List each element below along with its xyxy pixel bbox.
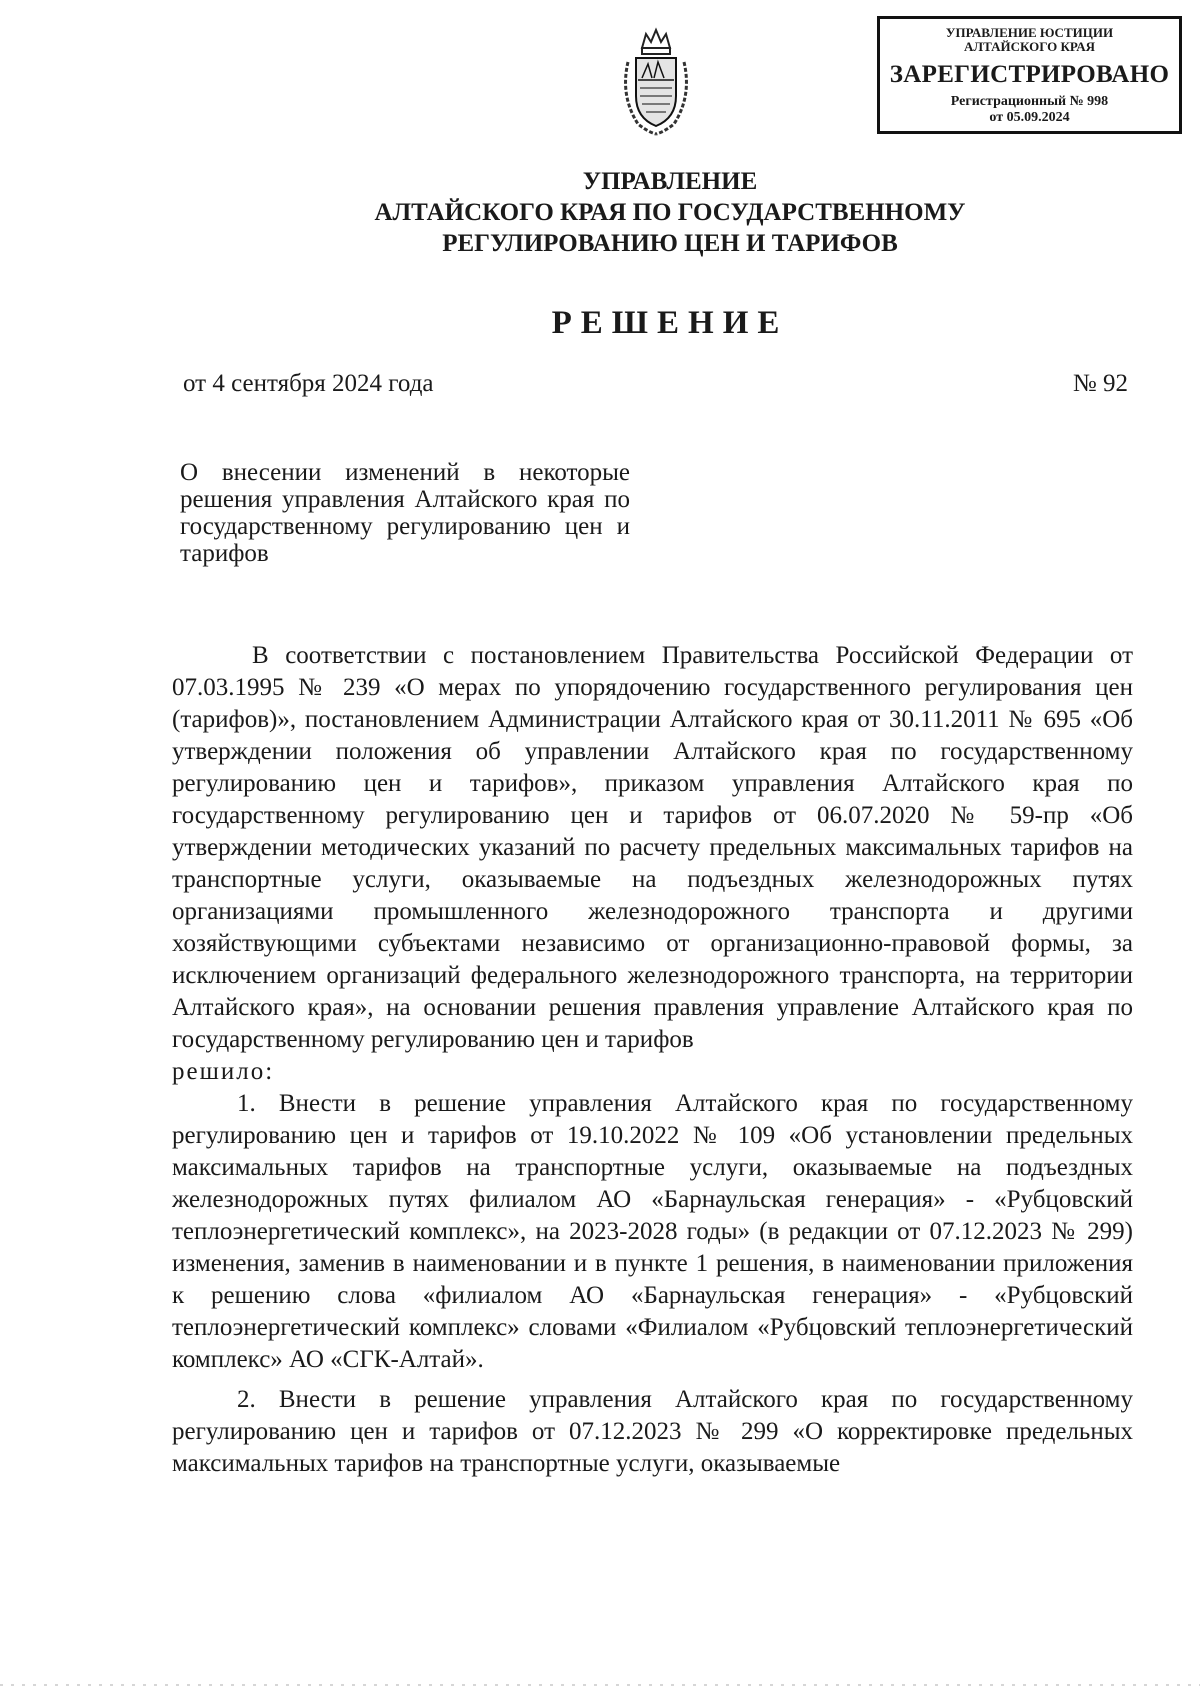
preamble-paragraph: В соответствии с постановлением Правительства Российской Федерации от 07.03.1995 № 239 «О мерах по упорядочению государственного регулирования цен (тарифов)», постановлением Администрации Алтайского края от 30.11.2011 № 695 «Об утверждении положения об управлении Алтайского края по государственному регулированию цен и тарифов», приказом управления Алтайского края по государственному регулированию цен и тарифов от 06.07.2020 № 59-пр «Об утверждении методических указаний по расчету предельных максимальных тарифов на транспортные услуги, оказываемые на подъездных железнодорожных путях организациями промышленного железнодорожного транспорта и другими хозяйствующими субъектами независимо от организационно-правовой формы, за исключением организаций федерального железнодорожного транспорта, на территории Алтайского края», на основании решения правления управление Алтайского края по государственному регулированию цен и тарифов [172,642,1133,1053]
coat-of-arms-emblem [618,26,694,138]
document-subject: О внесении изменений в некоторые решения управления Алтайского края по государственному регулированию цен и тарифов [180,459,630,567]
stamp-reg-date: от 05.09.2024 [989,110,1070,125]
agency-name [180,166,1160,259]
item-1-paragraph: 1. Внести в решение управления Алтайского края по государственному регулированию цен и тарифов от 19.10.2022 № 109 «Об установлении предельных максимальных тарифов на транспортные услуги, оказываемые на подъездных железнодорожных путях филиалом АО «Барнаульская генерация» - «Рубцовский теплоэнергетический комплекс», на 2023-2028 годы» (в редакции от 07.12.2023 № 299) изменения, заменив в наименовании и в пункте 1 решения, в наименовании приложения к решению слова «филиалом АО «Барнаульская генерация» - «Рубцовский теплоэнергетический комплекс» словами «Филиалом «Рубцовский теплоэнергетический комплекс» АО «СГК-Алтай». [172,1090,1133,1373]
agency-name-line3: РЕГУЛИРОВАНИЮ ЦЕН И ТАРИФОВ [442,230,898,257]
agency-name-line2: АЛТАЙСКОГО КРАЯ ПО ГОСУДАРСТВЕННОМУ [374,199,966,226]
item-2-paragraph: 2. Внести в решение управления Алтайского края по государственному регулированию цен и тарифов от 07.12.2023 № 299 «О корректировке предельных максимальных тарифов на транспортные услуги, оказываемые [172,1386,1133,1477]
document-type-title: РЕШЕНИЕ [551,305,789,341]
stamp-reg-number: Регистрационный № 998 [950,94,1109,109]
registration-stamp [877,16,1182,134]
stamp-status: ЗАРЕГИСТРИРОВАНО [889,61,1170,88]
document-body [172,640,1133,1480]
document-number: № 92 [1072,370,1128,397]
document-date: от 4 сентября 2024 года [183,370,434,397]
scan-edge-artifact [0,1684,1200,1686]
decided-label: решило: [172,1058,275,1085]
stamp-authority-line2: АЛТАЙСКОГО КРАЯ [964,39,1095,54]
agency-name-line1: УПРАВЛЕНИЕ [582,168,758,195]
date-number-line [183,370,1128,398]
stamp-authority-line1: УПРАВЛЕНИЕ ЮСТИЦИИ [945,25,1114,40]
